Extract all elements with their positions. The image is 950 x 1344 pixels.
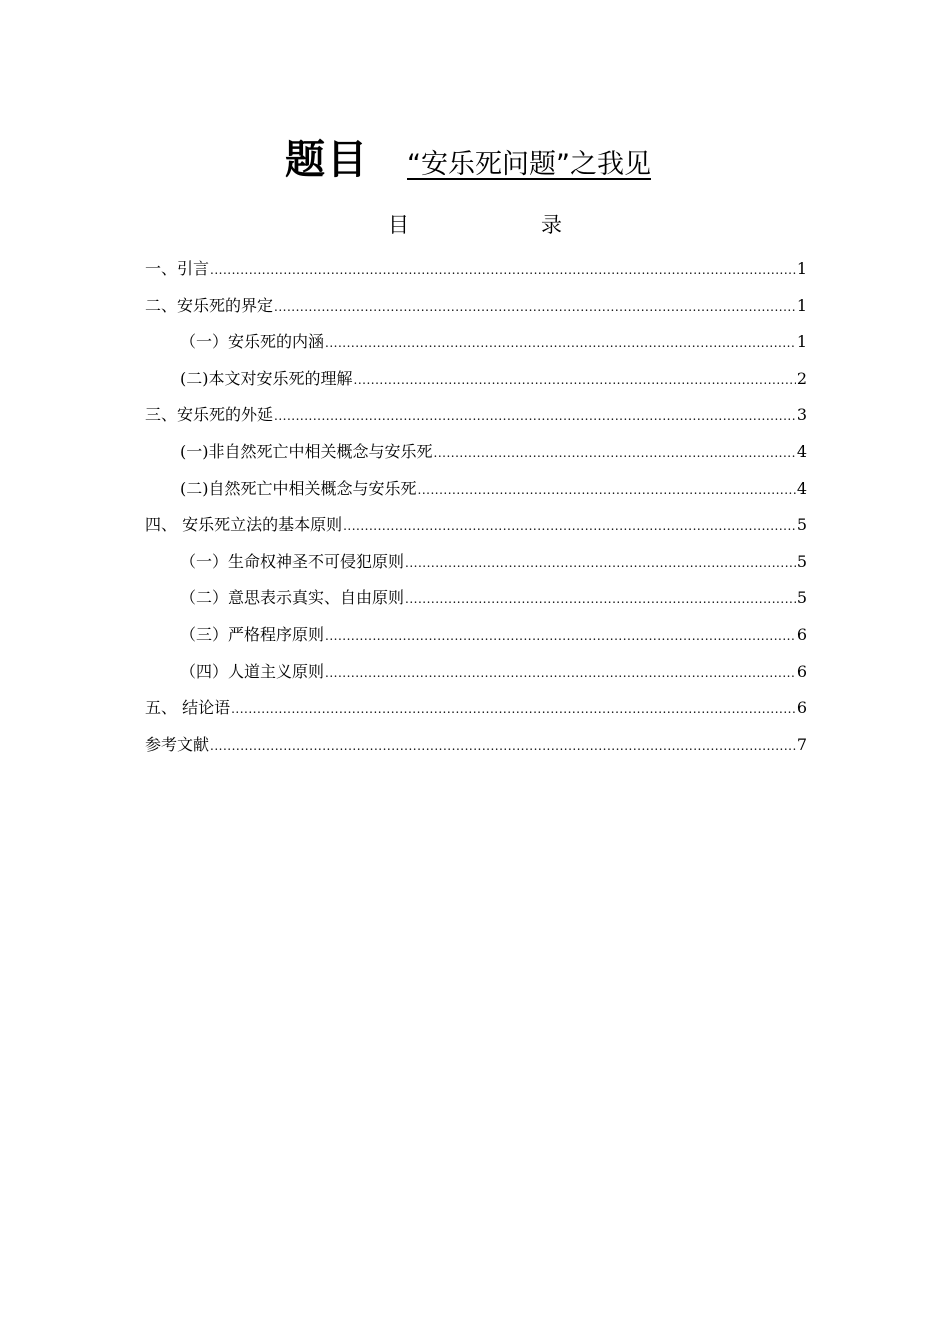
toc-dot-leader <box>210 263 796 277</box>
toc-entry[interactable] <box>145 732 807 769</box>
toc-page-number: 6 <box>796 698 807 718</box>
toc-entry-text: （二）意思表示真实、自由原则 <box>180 588 405 608</box>
toc-dot-leader <box>210 739 796 753</box>
toc-page-number: 1 <box>796 332 807 352</box>
toc-entry-text: 一、引言 <box>145 259 210 278</box>
toc-entry[interactable] <box>145 329 807 366</box>
toc-page-number: 4 <box>796 441 807 461</box>
toc-dot-leader <box>325 336 796 350</box>
toc-entry-text: (一)非自然死亡中相关概念与安乐死 <box>180 441 433 461</box>
toc-entry-text: (二)自然死亡中相关概念与安乐死 <box>180 478 417 498</box>
toc-entry[interactable] <box>145 549 807 586</box>
toc-heading-right: 录 <box>541 213 562 237</box>
toc-entry-text: （一）生命权神圣不可侵犯原则 <box>180 551 405 571</box>
toc-heading <box>0 209 950 239</box>
toc-entry-text: （三）严格程序原则 <box>180 624 325 644</box>
toc-entry[interactable] <box>145 585 807 622</box>
toc-page-number: 2 <box>796 368 807 388</box>
toc-dot-leader <box>231 702 796 716</box>
toc-page-number: 1 <box>796 259 807 278</box>
toc-page-number: 6 <box>796 624 807 644</box>
toc-page-number: 5 <box>796 515 807 535</box>
toc-page-number: 7 <box>796 734 807 754</box>
toc-dot-leader <box>354 373 796 387</box>
toc-dot-leader <box>405 556 796 570</box>
toc-dot-leader <box>343 519 796 533</box>
document-title <box>0 128 950 185</box>
toc-page-number: 5 <box>796 588 807 608</box>
table-of-contents <box>145 256 807 768</box>
title-label: 题目 <box>285 137 369 183</box>
toc-entry-text: （一）安乐死的内涵 <box>180 332 325 352</box>
toc-entry-text: (二)本文对安乐死的理解 <box>180 368 353 388</box>
toc-page-number: 5 <box>796 551 807 571</box>
toc-dot-leader <box>325 666 796 680</box>
toc-entry-text: 二、安乐死的界定 <box>145 295 274 315</box>
toc-entry[interactable] <box>145 366 807 403</box>
toc-dot-leader <box>405 592 796 606</box>
toc-entry[interactable] <box>145 402 807 439</box>
toc-page-number: 4 <box>796 478 807 498</box>
toc-page-number: 6 <box>796 661 807 681</box>
toc-entry[interactable] <box>145 512 807 549</box>
toc-entry-text: 四、 安乐死立法的基本原则 <box>145 515 343 535</box>
toc-heading-left: 目 <box>388 213 409 237</box>
toc-entry[interactable] <box>145 439 807 476</box>
toc-dot-leader <box>274 409 796 423</box>
toc-entry-text: （四）人道主义原则 <box>180 661 325 681</box>
toc-page-number: 3 <box>796 405 807 425</box>
toc-entry-text: 参考文献 <box>145 734 210 754</box>
toc-entry-text: 三、安乐死的外延 <box>145 405 274 425</box>
toc-entry[interactable] <box>145 622 807 659</box>
toc-dot-leader <box>418 483 796 497</box>
toc-entry[interactable] <box>145 256 807 293</box>
toc-page-number: 1 <box>796 295 807 315</box>
toc-entry[interactable] <box>145 293 807 330</box>
toc-entry[interactable] <box>145 476 807 513</box>
toc-entry-text: 五、 结论语 <box>145 698 231 718</box>
toc-dot-leader <box>325 629 796 643</box>
title-text: “安乐死问题”之我见 <box>407 149 651 180</box>
toc-entry[interactable] <box>145 695 807 732</box>
toc-dot-leader <box>274 300 796 314</box>
toc-dot-leader <box>434 446 796 460</box>
toc-entry[interactable] <box>145 659 807 696</box>
